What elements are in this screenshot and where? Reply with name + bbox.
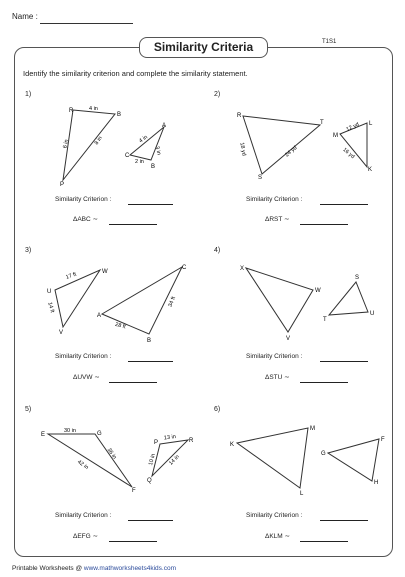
svg-text:10 in: 10 in: [147, 453, 157, 467]
problem-6-statement-answer[interactable]: [300, 541, 348, 542]
svg-text:M: M: [333, 133, 338, 139]
problem-2-statement: ΔRST ∼: [265, 216, 290, 223]
problem-4-statement-answer[interactable]: [300, 382, 348, 383]
svg-text:12 yd: 12 yd: [345, 121, 361, 133]
problem-6-criterion-answer[interactable]: [320, 520, 368, 521]
svg-text:13 in: 13 in: [163, 433, 177, 442]
svg-text:G: G: [97, 431, 102, 437]
svg-text:F: F: [132, 488, 136, 494]
svg-text:4 in: 4 in: [89, 106, 98, 112]
svg-text:14 ft: 14 ft: [46, 301, 55, 314]
problem-3-criterion-label: Similarity Criterion :: [55, 353, 112, 360]
problem-1-criterion-label: Similarity Criterion :: [55, 196, 112, 203]
problem-4-figure: [238, 262, 378, 340]
svg-text:3 in: 3 in: [153, 145, 162, 156]
svg-text:Q: Q: [147, 478, 152, 484]
problem-5-figure: [40, 424, 200, 496]
problem-1-figure: [55, 100, 185, 195]
svg-text:24 yd: 24 yd: [284, 145, 299, 159]
worksheet-code: T1S1: [322, 39, 337, 45]
svg-text:T: T: [320, 120, 324, 126]
problem-5-criterion-label: Similarity Criterion :: [55, 512, 112, 519]
svg-text:17 ft: 17 ft: [65, 271, 78, 281]
problem-4-criterion-answer[interactable]: [320, 361, 368, 362]
svg-text:16 yd: 16 yd: [341, 146, 356, 161]
problem-5-statement-answer[interactable]: [109, 541, 157, 542]
svg-text:U: U: [47, 289, 52, 295]
problem-4-criterion-label: Similarity Criterion :: [246, 353, 303, 360]
svg-text:V: V: [59, 330, 64, 336]
problem-3-statement-answer[interactable]: [109, 382, 157, 383]
problem-5-criterion-answer[interactable]: [128, 520, 173, 521]
svg-text:28 ft: 28 ft: [114, 321, 127, 331]
problem-2-figure: [225, 108, 373, 181]
svg-text:B: B: [151, 164, 156, 170]
problem-5-statement: ΔEFG ∼: [73, 533, 98, 540]
svg-text:R: R: [189, 438, 194, 444]
svg-text:K: K: [368, 167, 373, 173]
problem-1-criterion-answer[interactable]: [128, 204, 173, 205]
footer-prefix: Printable Worksheets @: [12, 565, 84, 572]
svg-text:S: S: [355, 275, 360, 281]
svg-text:P: P: [60, 182, 65, 188]
svg-text:U: U: [370, 311, 375, 317]
footer-site-link[interactable]: www.mathworksheets4kids.com: [83, 565, 176, 572]
problem-4-number: 4): [214, 247, 221, 254]
problem-2-criterion-answer[interactable]: [320, 204, 368, 205]
svg-text:34 ft: 34 ft: [167, 295, 178, 308]
svg-text:B: B: [147, 338, 152, 344]
svg-text:R: R: [237, 113, 242, 119]
svg-text:K: K: [230, 442, 235, 448]
svg-text:S: S: [258, 175, 263, 181]
footer: [12, 565, 176, 572]
svg-text:30 in: 30 in: [64, 428, 76, 434]
svg-text:M: M: [310, 426, 315, 432]
svg-text:C: C: [125, 153, 130, 159]
svg-text:F: F: [381, 437, 385, 443]
problem-3-figure: [45, 262, 195, 342]
svg-text:A: A: [162, 123, 167, 129]
svg-text:C: C: [182, 265, 187, 271]
problem-3-statement: ΔUVW ∼: [73, 374, 100, 381]
problem-3-number: 3): [25, 247, 32, 254]
instructions: Identify the similarity criterion and complete the similarity statement.: [23, 69, 248, 78]
problem-1-statement: ΔABC ∼: [73, 216, 98, 223]
problem-6-number: 6): [214, 406, 221, 413]
label-r: R: [69, 108, 74, 114]
problem-4-statement: ΔSTU ∼: [265, 374, 290, 381]
problem-3-criterion-answer[interactable]: [128, 361, 173, 362]
svg-text:T: T: [323, 317, 327, 323]
svg-text:L: L: [369, 121, 373, 127]
problem-6-statement: ΔKLM ∼: [265, 533, 290, 540]
problem-2-number: 2): [214, 91, 221, 98]
svg-text:2 in: 2 in: [135, 159, 144, 165]
svg-text:W: W: [102, 269, 108, 275]
page-title: Similarity Criteria: [139, 37, 268, 58]
problem-6-criterion-label: Similarity Criterion :: [246, 512, 303, 519]
svg-text:14 in: 14 in: [168, 453, 181, 467]
name-label: Name :: [12, 12, 38, 21]
problem-2-criterion-label: Similarity Criterion :: [246, 196, 303, 203]
svg-text:42 in: 42 in: [76, 459, 90, 471]
problem-5-number: 5): [25, 406, 32, 413]
svg-text:4 in: 4 in: [138, 134, 149, 145]
svg-text:E: E: [41, 432, 46, 438]
name-field[interactable]: [40, 23, 133, 24]
svg-text:W: W: [315, 288, 321, 294]
problem-1-number: 1): [25, 91, 32, 98]
svg-text:L: L: [300, 491, 304, 497]
svg-text:H: H: [374, 480, 379, 486]
svg-text:8 in: 8 in: [93, 135, 104, 147]
label-q: B: [117, 112, 122, 118]
svg-text:V: V: [286, 336, 291, 342]
svg-text:G: G: [321, 451, 326, 457]
problem-1-statement-answer[interactable]: [109, 224, 157, 225]
svg-text:6 in: 6 in: [62, 139, 70, 149]
svg-text:A: A: [97, 313, 102, 319]
problem-6-figure: [225, 420, 390, 495]
svg-text:18 yd: 18 yd: [238, 142, 247, 157]
svg-text:36 in: 36 in: [105, 447, 118, 461]
svg-text:P: P: [154, 440, 159, 446]
svg-text:X: X: [240, 266, 245, 272]
problem-2-statement-answer[interactable]: [300, 224, 348, 225]
